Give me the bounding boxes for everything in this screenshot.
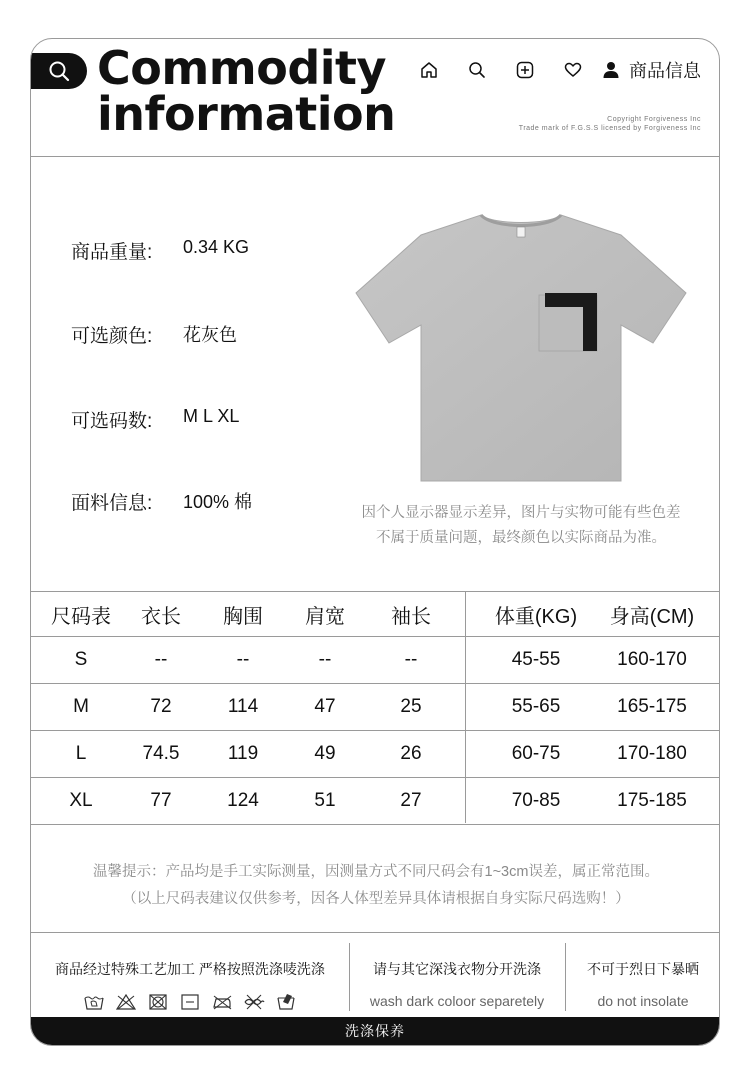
- heart-icon: [564, 62, 582, 78]
- care-icons: [31, 993, 349, 1011]
- tips-line-1: 温馨提示：产品均是手工实际测量，因测量方式不同尺码会有1~3cm误差，属正常范围。: [93, 864, 659, 880]
- info-label: 面料信息:: [71, 493, 153, 514]
- hand-wash-icon: [83, 993, 105, 1011]
- search-icon: [468, 61, 486, 79]
- info-value: M L XL: [183, 406, 240, 426]
- table-cell: 49: [314, 743, 336, 764]
- line-dry-icon: [179, 993, 201, 1011]
- table-row: [31, 731, 720, 778]
- table-cell: M: [73, 696, 89, 717]
- table-cell: 77: [150, 790, 172, 811]
- care-col2-sub: wash dark coloor separetely: [369, 993, 545, 1009]
- table-header-cell: 袖长: [391, 605, 431, 628]
- size-table: [31, 591, 720, 825]
- nav-favorite[interactable]: [549, 57, 597, 83]
- search-button[interactable]: [31, 53, 87, 89]
- table-cell: 55-65: [511, 696, 561, 717]
- copyright-line-1: Copyright Forgiveness Inc: [607, 116, 701, 123]
- tshirt-image: [353, 211, 689, 486]
- table-cell: XL: [69, 790, 93, 811]
- copyright-note: [519, 115, 701, 133]
- care-col3-title: 不可于烈日下暴晒: [587, 961, 699, 977]
- table-header-row: [31, 591, 720, 637]
- table-cell: --: [318, 649, 332, 670]
- table-cell: 60-75: [511, 743, 561, 764]
- table-row: [31, 778, 720, 825]
- nav-add[interactable]: [501, 57, 549, 83]
- info-fabric: [71, 488, 252, 515]
- title-line-2: information: [97, 87, 396, 141]
- no-iron-icon: [211, 993, 233, 1011]
- nav-user[interactable]: [603, 57, 701, 83]
- table-row: [31, 637, 720, 684]
- table-header-cell: 胸围: [223, 605, 263, 628]
- table-cell: 74.5: [142, 743, 180, 764]
- care-instructions: [31, 941, 349, 1011]
- title-line-1: Commodity: [97, 41, 386, 95]
- page-title: [97, 41, 396, 141]
- care-col2-title: 请与其它深浅衣物分开洗涤: [373, 961, 541, 977]
- table-header-cell: 尺码表: [51, 605, 111, 628]
- color-disclaimer: [343, 501, 699, 551]
- table-cell: 160-170: [617, 649, 687, 670]
- table-cell: 27: [400, 790, 422, 811]
- nav-home[interactable]: [405, 57, 453, 83]
- table-cell: 70-85: [511, 790, 561, 811]
- commodity-card: [30, 38, 720, 1046]
- copyright-line-2: Trade mark of F.G.S.S licensed by Forgiveness Inc: [518, 125, 701, 132]
- table-cell: --: [154, 649, 168, 670]
- table-cell: --: [236, 649, 250, 670]
- table-cell: 51: [314, 790, 336, 811]
- table-cell: 26: [400, 743, 422, 764]
- no-wring-icon: [243, 993, 265, 1011]
- no-bleach-icon: [115, 993, 137, 1011]
- table-cell: 124: [227, 790, 259, 811]
- search-icon: [48, 60, 70, 82]
- table-cell: L: [75, 743, 87, 764]
- table-cell: 47: [314, 696, 336, 717]
- header-divider: [31, 156, 719, 157]
- table-cell: --: [404, 649, 418, 670]
- info-value: 100% 棉: [183, 492, 253, 512]
- table-cell: 175-185: [617, 790, 687, 811]
- table-cell: 165-175: [617, 696, 687, 717]
- table-header-cell: 肩宽: [305, 605, 345, 628]
- info-label: 可选颜色:: [71, 326, 153, 347]
- table-header-cell: 体重(KG): [494, 605, 578, 628]
- nav-search[interactable]: [453, 57, 501, 83]
- info-value: 0.34 KG: [183, 237, 250, 257]
- care-no-sun: [565, 941, 720, 1009]
- info-sizes: [71, 406, 239, 433]
- info-weight: [71, 237, 249, 264]
- user-icon: [603, 61, 619, 79]
- nav-user-label: 商品信息: [629, 61, 701, 81]
- care-separate-wash: [349, 941, 565, 1009]
- table-header-cell: 身高(CM): [609, 605, 695, 628]
- measurement-tips: [31, 859, 720, 913]
- table-column-divider: [465, 591, 466, 823]
- info-color: [71, 321, 237, 348]
- table-cell: 72: [150, 696, 172, 717]
- table-header-cell: 衣长: [141, 605, 181, 628]
- table-row: [31, 684, 720, 731]
- info-value: 花灰色: [183, 325, 237, 345]
- disclaimer-line-1: 因个人显示器显示差异，图片与实物可能有些色差: [361, 505, 681, 521]
- info-label: 商品重量:: [71, 242, 153, 263]
- home-icon: [420, 61, 438, 79]
- table-cell: 45-55: [511, 649, 561, 670]
- table-cell: 114: [227, 696, 259, 717]
- footer-label: 洗涤保养: [345, 1023, 405, 1039]
- tips-line-2: （以上尺码表建议仅供参考，因各人体型差异具体请根据自身实际尺码选购！）: [122, 891, 630, 907]
- care-col1-title: 商品经过特殊工艺加工 严格按照洗涤唛洗涤: [55, 961, 325, 977]
- info-label: 可选码数:: [71, 411, 153, 432]
- plus-square-icon: [516, 61, 534, 79]
- care-divider: [31, 932, 719, 933]
- table-cell: 25: [400, 696, 422, 717]
- no-tumble-dry-icon: [147, 993, 169, 1011]
- care-col3-sub: do not insolate: [597, 993, 689, 1009]
- care-footer-bar: [31, 1017, 719, 1045]
- top-nav: [405, 57, 701, 83]
- table-cell: 119: [227, 743, 259, 764]
- disclaimer-line-2: 不属于质量问题，最终颜色以实际商品为准。: [376, 530, 666, 546]
- dry-clean-icon: [275, 993, 297, 1011]
- table-cell: S: [74, 649, 88, 670]
- table-cell: 170-180: [617, 743, 687, 764]
